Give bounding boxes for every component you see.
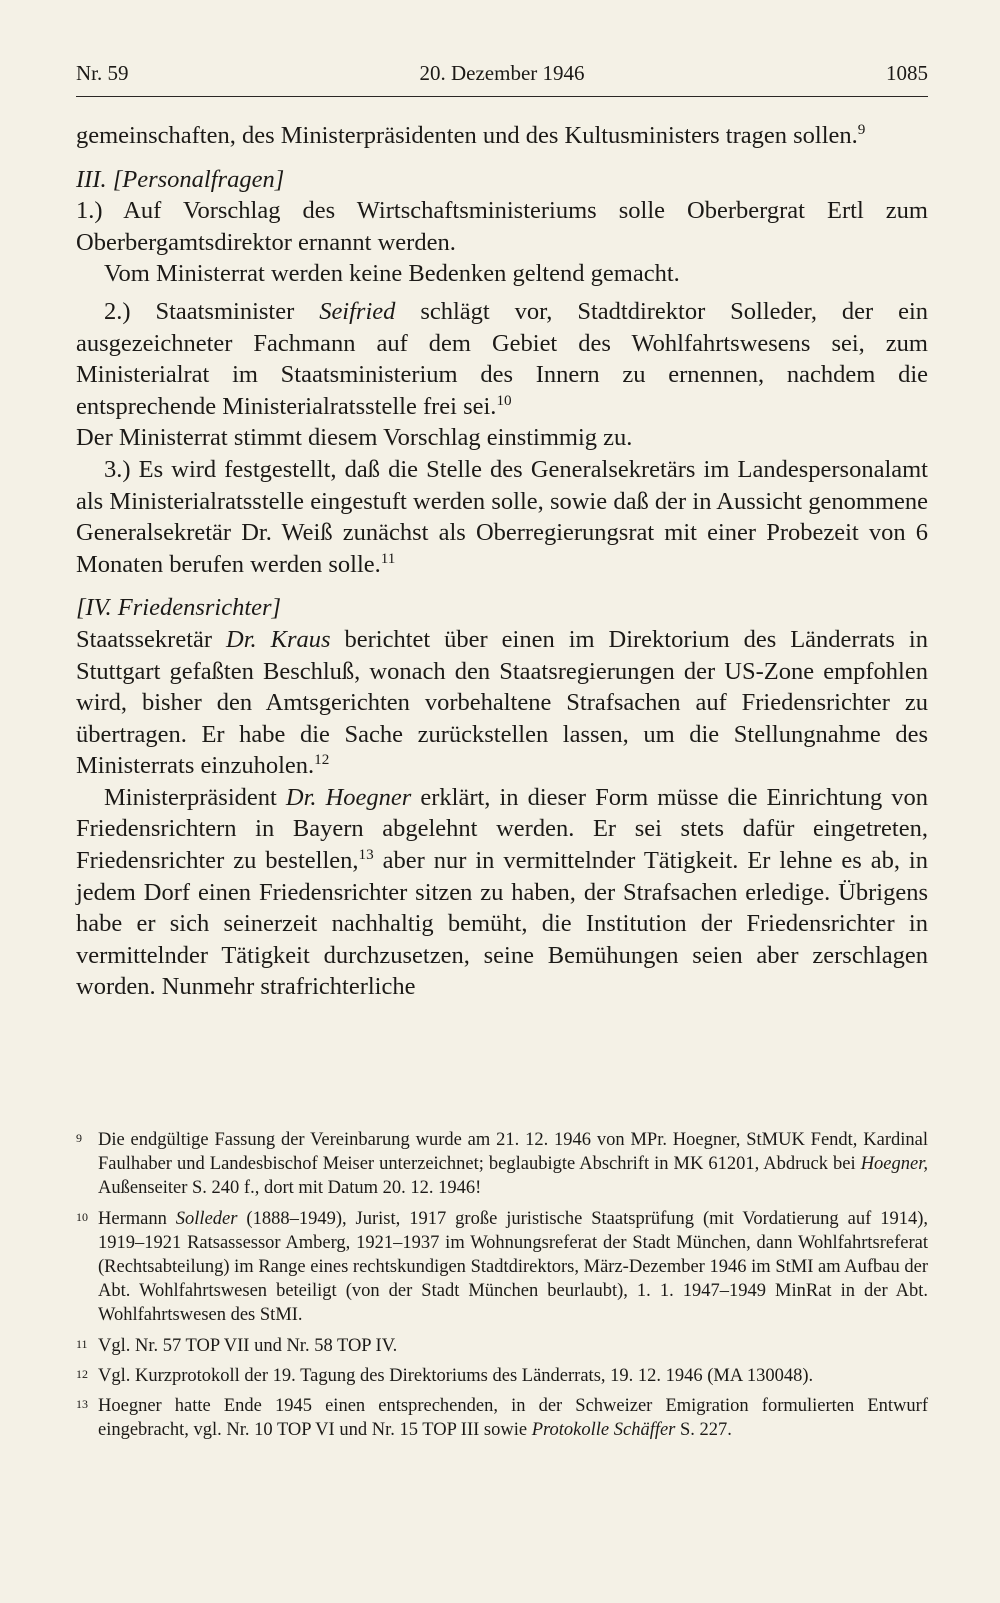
document-number: Nr. 59 <box>76 61 129 85</box>
paragraph: 3.) Es wird festgestellt, daß die Stelle des Generalsekretärs im Landespersonalamt als Ministerialratsstelle eingestuft werden solle, sowie daß der in Aussicht genommene Generalsekretär Dr. Weiß zunächst als Oberregierungsrat mit einer Probezeit von 6 Monaten berufen werden solle.$^{11}$ <box>76 455 928 578</box>
paragraph: gemeinschaften, des Ministerpräsidenten und des Kultusministers tragen sollen.$^9$ <box>76 120 866 149</box>
footnote: 11 Vgl. Nr. 57 TOP VII und Nr. 58 TOP IV. <box>76 1334 928 1358</box>
footnote: 9 Die endgültige Fassung der Vereinbarung wurde am 21. 12. 1946 von MPr. Hoegner, StMUK Fendt, Kardinal Faulhaber und Landesbischof Meiser unterzeichnet; beglaubigte Abschrift in MK 61201, Abdruck bei Hoegner, Außenseiter S. 240 f., dort mit Datum 20. 12. 1946! <box>76 1128 928 1201</box>
section-heading-friedensrichter: [IV. Friedensrichter] <box>76 594 282 622</box>
person-name: Dr. Kraus <box>226 625 331 653</box>
paragraph: Vom Ministerrat werden keine Bedenken geltend gemacht. <box>104 260 680 288</box>
footnote: 10 Hermann Solleder (1888–1949), Jurist, 1917 große juristische Staatsprüfung (mit Vordatierung auf 1914), 1919–1921 Ratsassessor Amberg, 1921–1937 im Wohnungsreferat der Stadt München, dann Wohlfahrtsreferat (Rechtsabteilung) im Range eines rechtskundigen Stadtdirektors, März-Dezember 1946 im StMI am Aufbau der Abt. Wohlfahrtswesen beteiligt (von der Stadt München beurlaubt), 1. 1. 1947–1949 MinRat in der Abt. Wohlfahrtswesen des StMI. <box>76 1207 928 1328</box>
footnotes <box>76 1128 928 1448</box>
footnote: 13 Hoegner hatte Ende 1945 einen entsprechenden, in der Schweizer Emigration formulierten Entwurf eingebracht, vgl. Nr. 10 TOP VI und Nr. 15 TOP III sowie Protokolle Schäffer S. 227. <box>76 1394 928 1442</box>
paragraph: Staatssekretär Dr. Kraus berichtet über einen im Direktorium des Länderrats in Stuttgart gefaßten Beschluß, wonach den Staatsregierungen der US-Zone empfohlen wird, bisher den Amtsgerichten vorbehaltene Strafsachen auf Friedensrichter zu übertragen. Er habe die Sache zurückstellen lassen, um die Stellungnahme des Ministerrats einzuholen.$^{12}$ <box>76 625 928 780</box>
footnote-ref[interactable]: 10 <box>496 391 512 409</box>
main-text <box>76 120 928 1003</box>
paragraph: Ministerpräsident Dr. Hoegner erklärt, in dieser Form müsse die Einrichtung von Friedensrichtern in Bayern abgelehnt werden. Er sei stets dafür eingetreten, Friedensrichter zu bestellen,$^{13}$ aber nur in vermittelnder Tätigkeit. Er lehne es ab, in jedem Dorf einen Friedensrichter sitzen zu haben, der Strafsachen erledige. Übrigens habe er sich seinerzeit nachhaltig bemüht, die Institution der Friedensrichter in vermittelnder Tätigkeit durchzusetzen, seine Bemühungen seien aber zerschlagen worden. Nunmehr strafrichterliche <box>76 783 929 1001</box>
footnote: 12 Vgl. Kurzprotokoll der 19. Tagung des Direktoriums des Länderrats, 19. 12. 1946 (MA 130048). <box>76 1364 928 1388</box>
footnote-ref[interactable]: 13 <box>358 845 374 863</box>
running-header <box>76 56 928 97</box>
footnote-ref[interactable]: 12 <box>314 751 330 769</box>
person-name: Dr. Hoegner <box>285 783 412 811</box>
footnote-number: 13 <box>76 1397 88 1412</box>
footnote-ref[interactable]: 11 <box>380 549 396 567</box>
footnote-number: 9 <box>76 1131 82 1145</box>
person-name: Seifried <box>319 297 396 325</box>
page-number: 1085 <box>886 61 928 85</box>
paragraph: 2.) Staatsminister Seifried schlägt vor, Stadtdirektor Solleder, der ein ausgezeichneter Fachmann auf dem Gebiet des Wohlfahrtswesens sei, zum Ministerialrat im Staatsministerium des Innern zu ernennen, nachdem die entsprechende Ministerialratsstelle frei sei.$^{10}$ <box>76 297 929 420</box>
paragraph: 1.) Auf Vorschlag des Wirtschaftsministeriums solle Oberbergrat Ertl zum Oberbergamtsdirektor ernannt werden. <box>76 197 928 256</box>
footnote-number: 12 <box>76 1366 88 1381</box>
footnote-number: 11 <box>76 1336 88 1351</box>
header-date: 20. Dezember 1946 <box>419 61 585 85</box>
footnote-ref[interactable]: 9 <box>857 120 866 138</box>
footnote-number: 10 <box>76 1209 88 1224</box>
section-heading-personalfragen: III. [Personalfragen] <box>76 165 285 193</box>
paragraph: Der Ministerrat stimmt diesem Vorschlag einstimmig zu. <box>76 424 633 452</box>
